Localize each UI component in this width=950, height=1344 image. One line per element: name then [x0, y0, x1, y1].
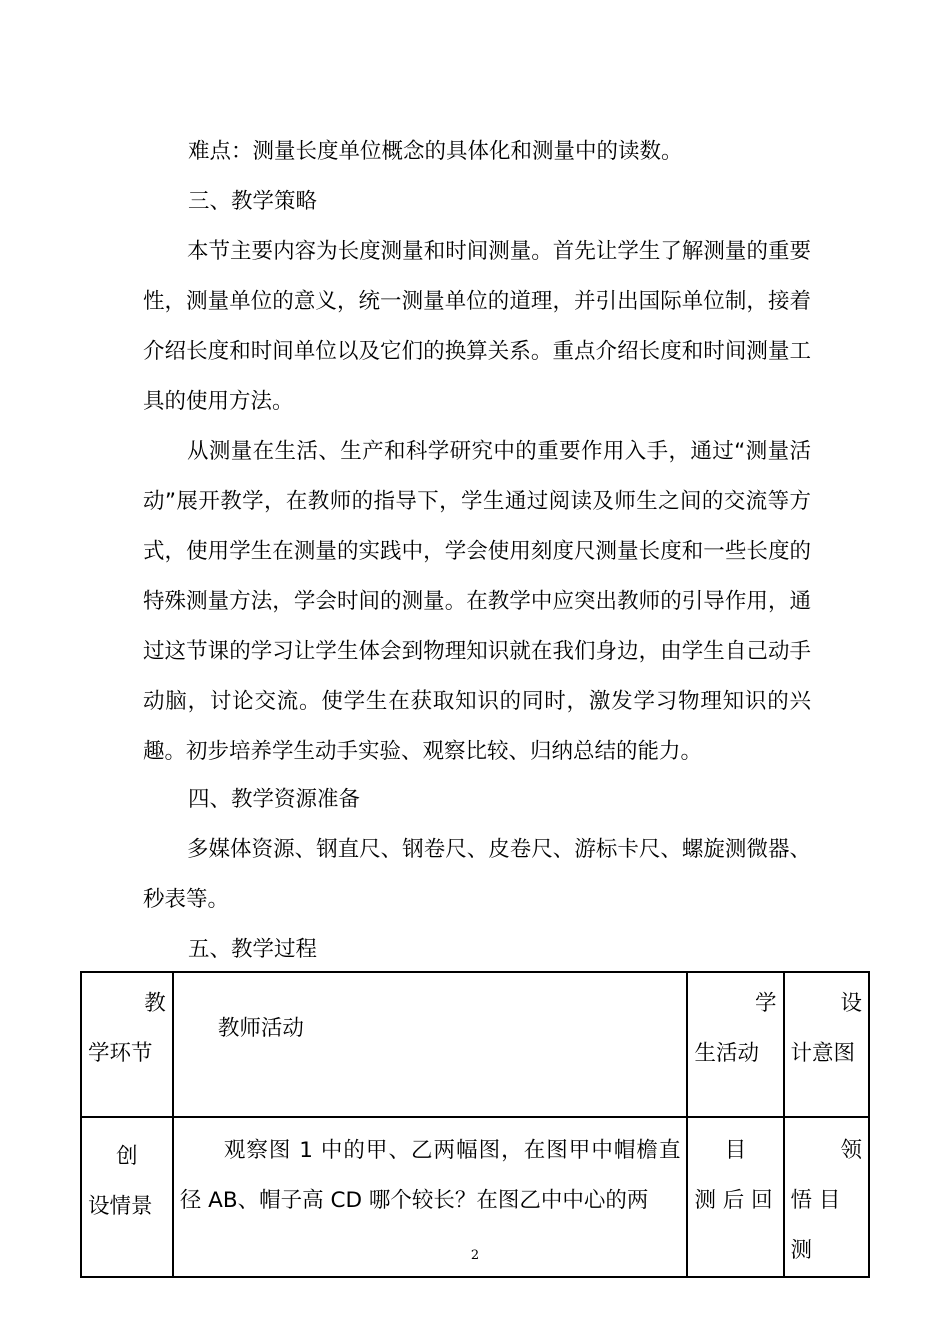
- row1-student-line2: 测 后 回: [694, 1188, 773, 1213]
- row1-stage-line1: 创: [116, 1144, 138, 1169]
- resources-paragraph: 多媒体资源、钢直尺、钢卷尺、皮卷尺、游标卡尺、螺旋测微器、秒表等。: [143, 837, 811, 912]
- row1-stage-line2: 设情景: [88, 1194, 153, 1219]
- header-student-cell: [687, 972, 783, 1117]
- header-design-cell: [784, 972, 869, 1117]
- strategy-paragraph-2: 从测量在生活、生产和科学研究中的重要作用入手，通过“测量活动”展开教学，在教师的指导下，学生通过阅读及师生之间的交流等方式，使用学生在测量的实践中，学会使用刻度尺测量长度和一些长度的特殊测量方法，学会时间的测量。在教学中应突出教师的引导作用，通过这节课的学习让学生体会到物理知识就在我们身边，由学生自己动手动脑，讨论交流。使学生在获取知识的同时，激发学习物理知识的兴趣。初步培养学生动手实验、观察比较、归纳总结的能力。: [143, 439, 811, 764]
- page-number: 2: [470, 1248, 480, 1263]
- section-5-heading: 五、教学过程: [188, 937, 318, 962]
- teaching-process-table: [80, 971, 870, 1278]
- difficulty-text: 难点：测量长度单位概念的具体化和测量中的读数。: [188, 139, 683, 164]
- header-stage-cell: [81, 972, 173, 1117]
- section-3-heading: 三、教学策略: [188, 189, 318, 214]
- header-teacher-label: 教师活动: [217, 1016, 304, 1041]
- header-teacher-cell: [173, 972, 688, 1117]
- strategy-paragraph-1: 本节主要内容为长度测量和时间测量。首先让学生了解测量的重要性，测量单位的意义，统一测量单位的道理，并引出国际单位制，接着介绍长度和时间单位以及它们的换算关系。重点介绍长度和时间测量工具的使用方法。: [143, 239, 811, 414]
- header-design-line2: 计意图: [790, 1041, 856, 1066]
- header-student-line1: 学: [755, 991, 777, 1016]
- header-design-line1: 设: [840, 991, 862, 1016]
- header-stage-line2: 学环节: [88, 1041, 153, 1066]
- header-student-line2: 生活动: [694, 1041, 759, 1066]
- header-stage-line1: 教: [144, 991, 166, 1016]
- row1-design-line1: 领: [840, 1138, 862, 1163]
- row1-student-line1: 目: [724, 1138, 747, 1163]
- section-4-heading: 四、教学资源准备: [188, 787, 361, 812]
- row1-teacher-text: 观察图 1 中的甲、乙两幅图，在图甲中帽檐直径 AB、帽子高 CD 哪个较长？在图乙中中心的两: [179, 1138, 681, 1213]
- row1-design-line2: 悟 目 测: [790, 1188, 841, 1263]
- table-header-row: [81, 972, 869, 1117]
